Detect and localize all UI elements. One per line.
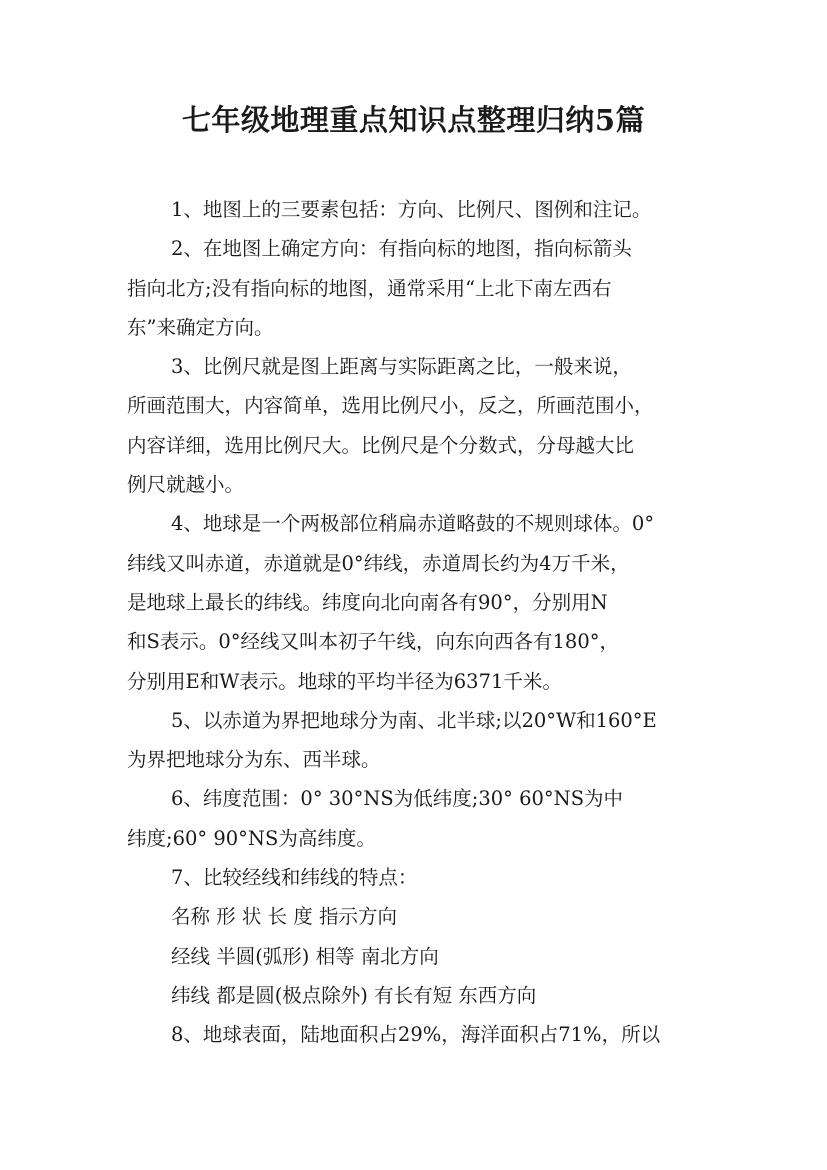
text-line: 3、比例尺就是图上距离与实际距离之比，一般来说，	[171, 355, 632, 379]
text-line: 经线 半圆(弧形) 相等 南北方向	[171, 944, 439, 968]
text-line: 5、以赤道为界把地球分为南、北半球;以20°W和160°E	[171, 708, 657, 732]
text-line: 纬度;60° 90°NS为高纬度。	[127, 826, 376, 850]
text-line: 8、地球表面，陆地面积占29%，海洋面积占71%，所以	[171, 1023, 661, 1047]
text-line: 纬线又叫赤道，赤道就是0°纬线，赤道周长约为4万千米，	[127, 551, 630, 575]
text-line: 纬线 都是圆(极点除外) 有长有短 东西方向	[171, 983, 537, 1007]
text-line: 所画范围大，内容简单，选用比例尺小，反之，所画范围小，	[127, 394, 654, 418]
text-line: 例尺就越小。	[127, 473, 245, 497]
text-line: 分别用E和W表示。地球的平均半径为6371千米。	[127, 669, 562, 693]
document-body	[127, 190, 733, 1055]
text-line: 东”来确定方向。	[127, 315, 274, 339]
text-line: 6、纬度范围：0° 30°NS为低纬度;30° 60°NS为中	[171, 787, 624, 811]
text-line: 和S表示。0°经线又叫本初子午线，向东向西各有180°，	[127, 630, 619, 654]
text-line: 7、比较经线和纬线的特点：	[171, 866, 418, 890]
text-line: 是地球上最长的纬线。纬度向北向南各有90°，分别用N	[127, 590, 608, 614]
text-line: 名称 形 状 长 度 指示方向	[171, 905, 397, 929]
text-line: 1、地图上的三要素包括：方向、比例尺、图例和注记。	[171, 198, 652, 221]
text-line: 4、地球是一个两极部位稍扁赤道略鼓的不规则球体。0°	[171, 512, 655, 536]
text-line: 指向北方;没有指向标的地图，通常采用“上北下南左西右	[127, 276, 612, 300]
text-line: 2、在地图上确定方向：有指向标的地图，指向标箭头	[171, 237, 632, 261]
document-title: 七年级地理重点知识点整理归纳5篇	[181, 103, 646, 137]
text-line: 为界把地球分为东、西半球。	[127, 748, 381, 772]
text-line: 内容详细，选用比例尺大。比例尺是个分数式，分母越大比	[127, 433, 635, 457]
